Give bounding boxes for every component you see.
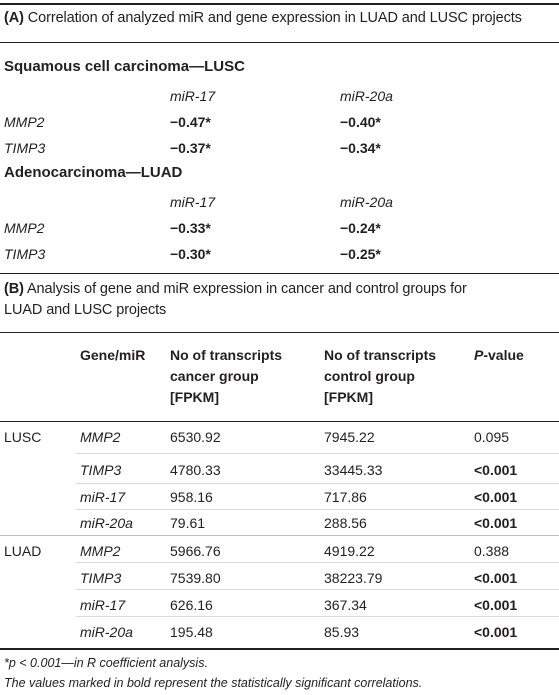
col-header-mir20a-lusc: miR-20a — [340, 88, 393, 104]
top-rule — [0, 3, 559, 5]
gene-cell: MMP2 — [80, 543, 121, 559]
row-gene-luad-timp3: TIMP3 — [4, 246, 46, 262]
control-cell: 717.86 — [324, 489, 367, 505]
value-luad-mmp2-mir20a: −0.24* — [340, 220, 381, 236]
header-cancer-line2: cancer group — [170, 368, 259, 384]
section-title-lusc: Squamous cell carcinoma—LUSC — [4, 58, 245, 75]
p-value-cell: <0.001 — [474, 624, 518, 640]
row-gene-lusc-timp3: TIMP3 — [4, 140, 46, 156]
caption-b-line1 — [4, 281, 467, 297]
footnote-significance: *p < 0.001—in R coefficient analysis. — [4, 656, 208, 670]
value-luad-timp3-mir17: −0.30* — [170, 246, 211, 262]
control-cell: 367.34 — [324, 597, 367, 613]
gene-cell: TIMP3 — [80, 570, 122, 586]
row-gene-luad-mmp2: MMP2 — [4, 220, 45, 236]
gene-cell: MMP2 — [80, 429, 121, 445]
header-p-rest: -value — [483, 347, 524, 363]
row-rule — [76, 589, 559, 590]
cancer-cell: 626.16 — [170, 597, 213, 613]
gene-cell: miR-17 — [80, 597, 126, 613]
caption-a-label: (A) — [4, 10, 24, 26]
gene-cell: miR-20a — [80, 624, 133, 640]
p-value-cell: 0.388 — [474, 543, 510, 559]
header-p-value — [474, 347, 524, 363]
value-luad-timp3-mir20a: −0.25* — [340, 246, 381, 262]
section-title-luad: Adenocarcinoma—LUAD — [4, 164, 183, 181]
control-cell: 33445.33 — [324, 462, 383, 478]
part-a-end-rule — [0, 273, 559, 274]
cancer-cell: 7539.80 — [170, 570, 221, 586]
control-cell: 7945.22 — [324, 429, 375, 445]
header-gene-mir: Gene/miR — [80, 347, 146, 363]
caption-b-text: Analysis of gene and miR expression in cancer and control groups for — [26, 281, 467, 297]
control-cell: 85.93 — [324, 624, 360, 640]
caption-b-label: (B) — [4, 281, 24, 297]
header-cancer-line1: No of transcripts — [170, 347, 283, 363]
footnote-bold-note: The values marked in bold represent the statistically significant correlations. — [4, 676, 423, 690]
gene-cell: miR-17 — [80, 489, 126, 505]
cancer-cell: 958.16 — [170, 489, 213, 505]
col-header-mir17-luad: miR-17 — [170, 194, 216, 210]
header-control-line2: control group — [324, 368, 415, 384]
control-cell: 4919.22 — [324, 543, 375, 559]
p-value-cell: <0.001 — [474, 515, 518, 531]
header-p-italic: P — [474, 347, 484, 363]
group-label-luad: LUAD — [4, 543, 42, 559]
value-lusc-timp3-mir20a: −0.34* — [340, 140, 381, 156]
gene-cell: TIMP3 — [80, 462, 122, 478]
value-lusc-mmp2-mir17: −0.47* — [170, 114, 211, 130]
cancer-cell: 4780.33 — [170, 462, 221, 478]
header-control-line1: No of transcripts — [324, 347, 437, 363]
row-rule — [76, 483, 559, 484]
col-header-mir17-lusc: miR-17 — [170, 88, 216, 104]
cancer-cell: 6530.92 — [170, 429, 221, 445]
p-value-cell: <0.001 — [474, 489, 518, 505]
header-cancer-line3: [FPKM] — [170, 389, 219, 405]
caption-b-line2: LUAD and LUSC projects — [4, 302, 167, 318]
control-cell: 288.56 — [324, 515, 367, 531]
p-value-cell: <0.001 — [474, 570, 518, 586]
row-rule — [76, 453, 559, 454]
p-value-cell: <0.001 — [474, 462, 518, 478]
cancer-cell: 195.48 — [170, 624, 213, 640]
row-rule — [76, 616, 559, 617]
header-b-rule — [0, 421, 559, 422]
caption-a-rule — [0, 42, 559, 43]
group-rule — [0, 535, 559, 536]
caption-a-text: Correlation of analyzed miR and gene expression in LUAD and LUSC projects — [27, 10, 522, 26]
p-value-cell: <0.001 — [474, 597, 518, 613]
row-gene-lusc-mmp2: MMP2 — [4, 114, 45, 130]
group-label-lusc: LUSC — [4, 429, 42, 445]
value-lusc-mmp2-mir20a: −0.40* — [340, 114, 381, 130]
p-value-cell: 0.095 — [474, 429, 510, 445]
caption-b-rule — [0, 332, 559, 333]
cancer-cell: 79.61 — [170, 515, 206, 531]
value-luad-mmp2-mir17: −0.33* — [170, 220, 211, 236]
control-cell: 38223.79 — [324, 570, 383, 586]
col-header-mir20a-luad: miR-20a — [340, 194, 393, 210]
gene-cell: miR-20a — [80, 515, 133, 531]
header-control-line3: [FPKM] — [324, 389, 373, 405]
row-rule — [76, 562, 559, 563]
bottom-rule — [0, 648, 559, 650]
row-rule — [76, 509, 559, 510]
cancer-cell: 5966.76 — [170, 543, 221, 559]
value-lusc-timp3-mir17: −0.37* — [170, 140, 211, 156]
caption-a — [4, 10, 522, 26]
